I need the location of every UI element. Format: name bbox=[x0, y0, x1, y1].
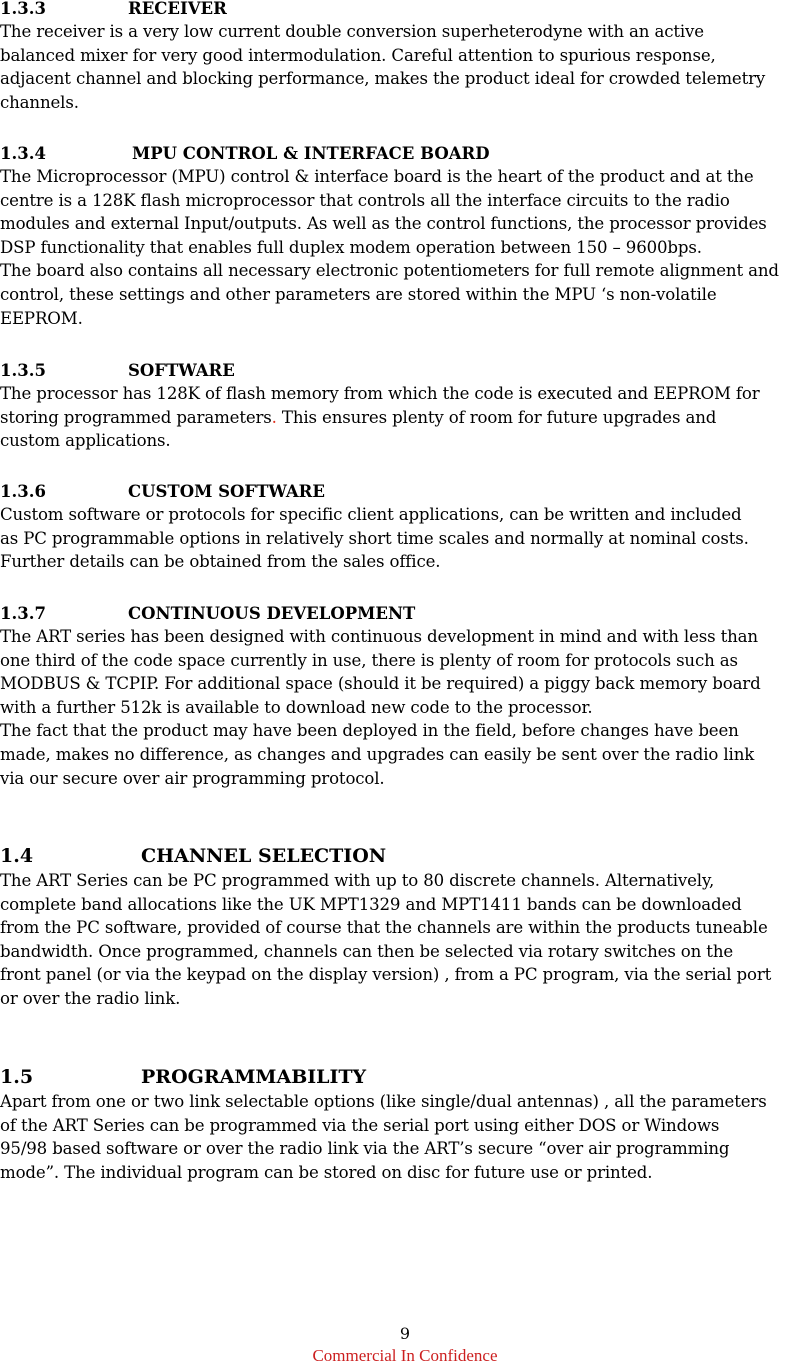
body-line: The receiver is a very low current double conversion superheterodyne with an active bbox=[0, 22, 704, 41]
section-body bbox=[0, 1090, 810, 1184]
section-mpu-control bbox=[0, 143, 810, 330]
confidentiality-footer: Commercial In Confidence bbox=[312, 1346, 498, 1365]
body-line: Apart from one or two link selectable options (like single/dual antennas) , all the parameters bbox=[0, 1092, 767, 1111]
body-line: Custom software or protocols for specific client applications, can be written and included bbox=[0, 505, 742, 524]
section-body bbox=[0, 20, 810, 114]
section-body bbox=[0, 869, 810, 1011]
body-line: 95/98 based software or over the radio link via the ART’s secure “over air programming bbox=[0, 1139, 730, 1159]
body-line: adjacent channel and blocking performance, makes the product ideal for crowded telemetry bbox=[0, 69, 766, 89]
body-line: as PC programmable options in relatively short time scales and normally at nominal costs. bbox=[0, 528, 749, 548]
page-number: 9 bbox=[399, 1324, 411, 1343]
section-software bbox=[0, 360, 810, 453]
section-heading bbox=[0, 143, 810, 165]
body-line: bandwidth. Once programmed, channels can then be selected via rotary switches on the bbox=[0, 941, 734, 961]
body-line: The board also contains all necessary electronic potentiometers for full remote alignment and bbox=[0, 261, 779, 281]
section-number: 1.3.3 bbox=[0, 0, 46, 18]
body-line: from the PC software, provided of course that the channels are within the products tuneable bbox=[0, 918, 768, 938]
body-line: one third of the code space currently in use, there is plenty of room for protocols such as bbox=[0, 650, 738, 670]
section-body bbox=[0, 165, 810, 330]
section-title: CUSTOM SOFTWARE bbox=[128, 482, 325, 501]
body-line: MODBUS & TCPIP. For additional space (should it be required) a piggy back memory board bbox=[0, 674, 761, 694]
section-number: 1.3.6 bbox=[0, 482, 46, 501]
section-title: PROGRAMMABILITY bbox=[141, 1066, 367, 1088]
body-line: Further details can be obtained from the sales office. bbox=[0, 552, 441, 572]
section-number: 1.5 bbox=[0, 1066, 34, 1088]
body-text: storing programmed parameters bbox=[0, 407, 272, 427]
section-title: RECEIVER bbox=[128, 0, 227, 18]
section-channel-selection bbox=[0, 843, 810, 1011]
body-line: of the ART Series can be programmed via the serial port using either DOS or Windows bbox=[0, 1115, 720, 1135]
body-line: mode”. The individual program can be stored on disc for future use or printed. bbox=[0, 1162, 653, 1182]
body-line: custom applications. bbox=[0, 431, 171, 451]
section-heading bbox=[0, 481, 810, 503]
body-line: centre is a 128K flash microprocessor that controls all the interface circuits to the radio bbox=[0, 190, 730, 210]
section-continuous-development bbox=[0, 603, 810, 790]
body-line: complete band allocations like the UK MPT1329 and MPT1411 bands can be downloaded bbox=[0, 894, 742, 914]
section-number: 1.3.5 bbox=[0, 361, 46, 380]
body-line: front panel (or via the keypad on the display version) , from a PC program, via the serial port bbox=[0, 965, 772, 985]
section-title: MPU CONTROL & INTERFACE BOARD bbox=[132, 144, 490, 163]
body-line bbox=[0, 406, 810, 430]
body-line: The ART Series can be PC programmed with up to 80 discrete channels. Alternatively, bbox=[0, 871, 715, 890]
body-line: made, makes no difference, as changes and upgrades can easily be sent over the radio link bbox=[0, 744, 755, 764]
section-heading bbox=[0, 0, 810, 20]
body-line: modules and external Input/outputs. As well as the control functions, the processor provides bbox=[0, 214, 767, 234]
section-number: 1.4 bbox=[0, 845, 34, 867]
section-body bbox=[0, 503, 810, 574]
body-line: EEPROM. bbox=[0, 308, 83, 328]
body-line: control, these settings and other parameters are stored within the MPU ‘s non-volatile bbox=[0, 284, 717, 304]
body-line: The processor has 128K of flash memory from which the code is executed and EEPROM for bbox=[0, 384, 760, 403]
body-text: This ensures plenty of room for future upgrades and bbox=[276, 407, 717, 427]
section-title: SOFTWARE bbox=[128, 361, 235, 380]
section-number: 1.3.4 bbox=[0, 144, 46, 163]
body-line: balanced mixer for very good intermodulation. Careful attention to spurious response, bbox=[0, 45, 716, 65]
section-body bbox=[0, 382, 810, 453]
section-title: CHANNEL SELECTION bbox=[141, 845, 387, 867]
body-line: DSP functionality that enables full duplex modem operation between 150 – 9600bps. bbox=[0, 237, 702, 257]
body-line: or over the radio link. bbox=[0, 988, 181, 1008]
body-line: The ART series has been designed with continuous development in mind and with less than bbox=[0, 627, 758, 646]
section-heading bbox=[0, 360, 810, 382]
section-heading bbox=[0, 843, 810, 869]
body-line: with a further 512k is available to download new code to the processor. bbox=[0, 697, 593, 717]
body-line: The Microprocessor (MPU) control & interface board is the heart of the product and at the bbox=[0, 167, 754, 186]
section-number: 1.3.7 bbox=[0, 604, 46, 623]
section-receiver bbox=[0, 0, 810, 114]
section-custom-software bbox=[0, 481, 810, 574]
section-programmability bbox=[0, 1064, 810, 1184]
body-line: channels. bbox=[0, 92, 79, 112]
body-line: via our secure over air programming protocol. bbox=[0, 768, 385, 788]
highlighted-period: . bbox=[271, 407, 277, 427]
section-heading bbox=[0, 1064, 810, 1090]
section-body bbox=[0, 625, 810, 790]
body-line: The fact that the product may have been deployed in the field, before changes have been bbox=[0, 721, 739, 741]
section-title: CONTINUOUS DEVELOPMENT bbox=[128, 604, 416, 623]
section-heading bbox=[0, 603, 810, 625]
